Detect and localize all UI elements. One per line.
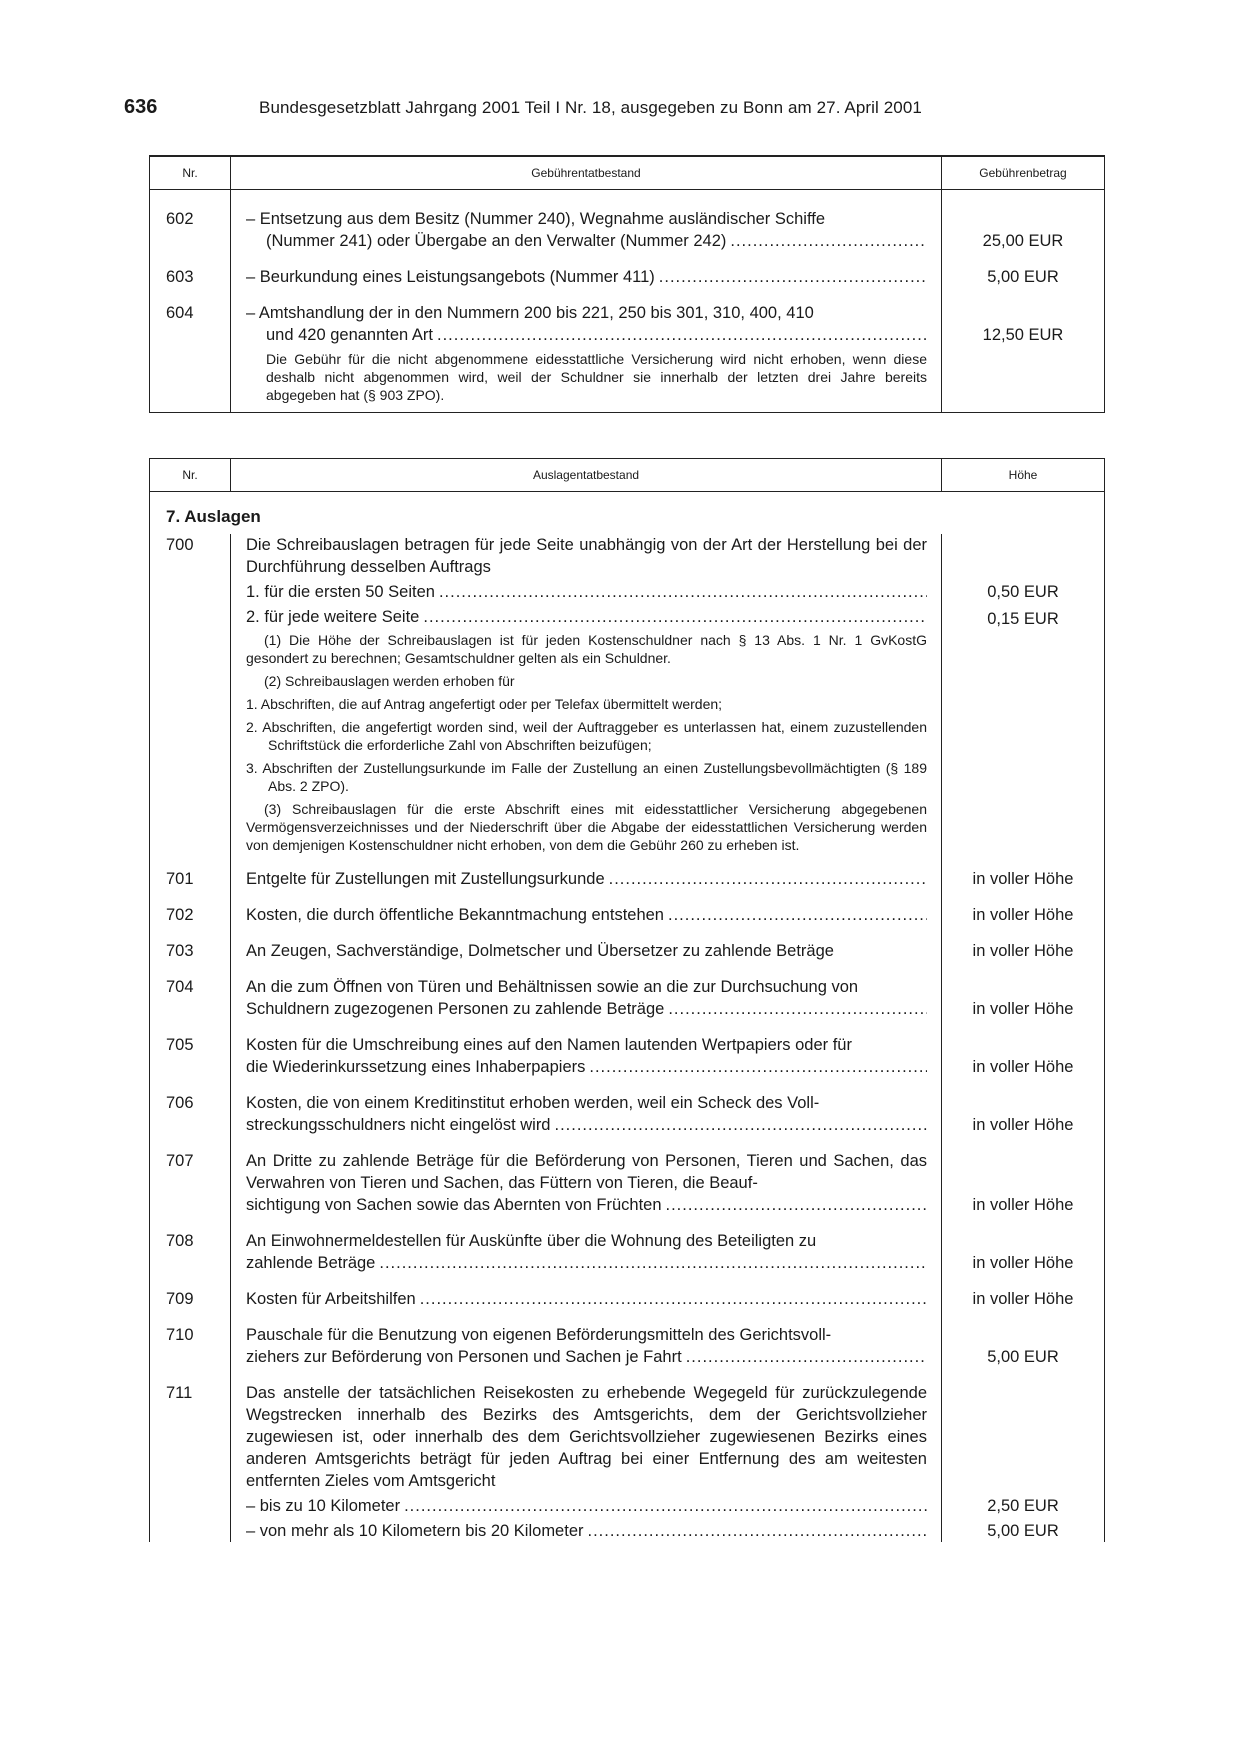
- table-row: [150, 288, 1105, 413]
- desc-text: Kosten für die Umschreibung eines auf den Namen lautenden Wertpapiers oder für: [246, 1036, 852, 1054]
- row-amount: in voller Höhe: [972, 1290, 1074, 1308]
- desc-text: Pauschale für die Benutzung von eigenen Beförderungsmitteln des Gerichtsvoll-: [246, 1326, 832, 1344]
- table-row: [150, 890, 1105, 926]
- dotted-line: [246, 1520, 927, 1542]
- table-row: [150, 1020, 1105, 1078]
- desc-line: Entgelte für Zustellungen mit Zustellungsurkunde: [246, 870, 605, 888]
- section-row: [150, 492, 1105, 535]
- desc-line: Schuldnern zugezogenen Personen zu zahlende Beträge: [246, 1000, 665, 1018]
- row-nr: 708: [150, 1216, 231, 1274]
- table-row: [150, 1136, 1105, 1216]
- table-row: [150, 854, 1105, 890]
- dotted-line: [246, 1056, 927, 1078]
- row-desc: [231, 1274, 942, 1310]
- footnote: Die Gebühr für die nicht abgenommene eidesstattliche Versicherung wird nicht erhoben, wenn diese deshalb nicht abgenommen wird, weil der Schuldner sie innerhalb der letzten drei Jahre bereits abgegeben hat (§ 903 ZPO).: [266, 351, 927, 403]
- desc-line: – Entsetzung aus dem Besitz (Nummer 240), Wegnahme ausländischer Schiffe: [246, 210, 826, 228]
- row-desc: [231, 1368, 942, 1542]
- desc-line: An Zeugen, Sachverständige, Dolmetscher und Übersetzer zu zahlende Beträge: [246, 942, 834, 960]
- desc-line: Kosten, die durch öffentliche Bekanntmachung entstehen: [246, 906, 664, 924]
- desc-line: zahlende Beträge: [246, 1254, 376, 1272]
- dotted-line: [246, 581, 927, 603]
- dotted-line: [246, 266, 927, 288]
- desc-text: Die Schreibauslagen betragen für jede Seite unabhängig von der Art der Herstellung bei der Durchführung desselben Auftrags: [246, 536, 927, 576]
- row-desc: [231, 854, 942, 890]
- table-row: [150, 190, 1105, 253]
- table-row: [150, 1078, 1105, 1136]
- col-header-desc: Auslagentatbestand: [231, 459, 942, 492]
- table-row: [150, 926, 1105, 962]
- dotted-line: [246, 230, 927, 252]
- table-row: [150, 1310, 1105, 1368]
- dotted-line: [246, 1288, 927, 1310]
- dotted-line: [246, 606, 927, 628]
- section-title: 7. Auslagen: [166, 507, 261, 526]
- desc-line: – bis zu 10 Kilometer: [246, 1497, 401, 1515]
- page-header: [124, 96, 1134, 126]
- row-amount: [942, 1368, 1105, 1542]
- row-amount: 5,00 EUR: [987, 1348, 1059, 1366]
- dotted-line: [246, 1252, 927, 1274]
- col-header-desc: Gebührentatbestand: [231, 156, 942, 190]
- row-desc: [231, 1078, 942, 1136]
- dotted-line: [246, 1495, 927, 1517]
- row-desc: [231, 962, 942, 1020]
- desc-line: Kosten für Arbeitshilfen: [246, 1290, 416, 1308]
- row-amount: in voller Höhe: [972, 1116, 1074, 1134]
- row-nr: 711: [150, 1368, 231, 1542]
- footnote: 1. Abschriften, die auf Antrag angefertigt oder per Telefax übermittelt werden;: [246, 696, 723, 712]
- desc-line: streckungsschuldners nicht eingelöst wird: [246, 1116, 551, 1134]
- col-header-nr: Nr.: [150, 459, 231, 492]
- row-nr: 703: [150, 926, 231, 962]
- row-amount: in voller Höhe: [972, 1058, 1074, 1076]
- row-desc: [231, 890, 942, 926]
- row-nr: 709: [150, 1274, 231, 1310]
- table-row: [150, 534, 1105, 854]
- journal-line: Bundesgesetzblatt Jahrgang 2001 Teil I Nr. 18, ausgegeben zu Bonn am 27. April 2001: [259, 98, 922, 117]
- row-nr: 603: [150, 252, 231, 288]
- amount-2: 0,15 EUR: [987, 610, 1059, 628]
- row-nr: 702: [150, 890, 231, 926]
- row-desc: [231, 1310, 942, 1368]
- row-nr: 604: [150, 288, 231, 413]
- desc-line: und 420 genannten Art: [266, 326, 433, 344]
- desc-line: – Amtshandlung der in den Nummern 200 bis 221, 250 bis 301, 310, 400, 410: [246, 304, 814, 322]
- amount-1: 0,50 EUR: [987, 583, 1059, 601]
- table-row: [150, 962, 1105, 1020]
- dotted-line: [246, 1114, 927, 1136]
- footnote: (1) Die Höhe der Schreibauslagen ist für jeden Kostenschuldner nach § 13 Abs. 1 Nr. 1 GvKostG gesondert zu berechnen; Gesamtschuldner gelten als ein Schuldner.: [246, 632, 927, 666]
- col-header-nr: Nr.: [150, 156, 231, 190]
- col-header-amount: Höhe: [942, 459, 1105, 492]
- footnote: (3) Schreibauslagen für die erste Abschrift eines mit eidesstattlicher Versicherung abgegebenen Vermögensverzeichnisses und der Niederschrift über die Abgabe der eidesstattlichen Versicherung werden von demjenigen Kostenschuldner nicht erhoben, von dem die Gebühr 260 zu erheben ist.: [246, 801, 927, 853]
- row-nr: 707: [150, 1136, 231, 1216]
- row-amount: in voller Höhe: [972, 1196, 1074, 1214]
- row-nr: 700: [150, 534, 231, 854]
- table-row: [150, 1216, 1105, 1274]
- table-row: [150, 1274, 1105, 1310]
- table-row: [150, 1368, 1105, 1542]
- row-desc: [231, 252, 942, 288]
- row-amount: in voller Höhe: [972, 942, 1074, 960]
- row-desc: [231, 534, 942, 854]
- dotted-line: [246, 1194, 927, 1216]
- row-nr: 710: [150, 1310, 231, 1368]
- table-row: [150, 252, 1105, 288]
- amount-1: 2,50 EUR: [987, 1497, 1059, 1515]
- row-desc: [231, 190, 942, 253]
- desc-line: (Nummer 241) oder Übergabe an den Verwalter (Nummer 242): [266, 232, 727, 250]
- dotted-line: [246, 1346, 927, 1368]
- row-desc: [231, 926, 942, 962]
- desc-line: die Wiederinkurssetzung eines Inhaberpapiers: [246, 1058, 586, 1076]
- dotted-line: [246, 868, 927, 890]
- footnote: (2) Schreibauslagen werden erhoben für: [264, 673, 515, 689]
- dotted-line: [246, 998, 927, 1020]
- row-amount: in voller Höhe: [972, 1254, 1074, 1272]
- desc-text: An die zum Öffnen von Türen und Behältnissen sowie an die zur Durchsuchung von: [246, 978, 859, 996]
- desc-line: 2. für jede weitere Seite: [246, 608, 420, 626]
- row-desc: [231, 1216, 942, 1274]
- row-nr: 602: [150, 190, 231, 253]
- desc-text: Kosten, die von einem Kreditinstitut erhoben werden, weil ein Scheck des Voll-: [246, 1094, 820, 1112]
- row-desc: [231, 1136, 942, 1216]
- row-nr: 705: [150, 1020, 231, 1078]
- desc-text: Das anstelle der tatsächlichen Reisekosten zu erhebende Wegegeld für zurückzulegende Wegstrecken innerhalb des Bezirks des Amtsgerichts, dem der Gerichtsvollzieher zugewiesen ist, oder innerhalb des dem Gerichtsvollzieher zugewiesenen Bezirks eines anderen Amtsgerichts beträgt für jeden Auftrag bei einer Entfernung des am weitesten entfernten Zieles vom Amtsgericht: [246, 1384, 927, 1490]
- row-desc: [231, 288, 942, 413]
- desc-text: An Dritte zu zahlende Beträge für die Beförderung von Personen, Tieren und Sachen, das Verwahren von Tieren und Sachen, das Füttern von Tieren, die Beauf-: [246, 1152, 927, 1192]
- desc-line: 1. für die ersten 50 Seiten: [246, 583, 435, 601]
- row-amount: 12,50 EUR: [982, 326, 1064, 344]
- row-nr: 701: [150, 854, 231, 890]
- expenses-table: [149, 458, 1105, 1542]
- dotted-line: [246, 324, 927, 346]
- desc-text: An Einwohnermeldestellen für Auskünfte über die Wohnung des Beteiligten zu: [246, 1232, 817, 1250]
- col-header-amount: Gebührenbetrag: [942, 156, 1105, 190]
- row-nr: 704: [150, 962, 231, 1020]
- row-amount: in voller Höhe: [972, 906, 1074, 924]
- row-amount: 5,00 EUR: [987, 268, 1059, 286]
- desc-line: – Beurkundung eines Leistungsangebots (Nummer 411): [246, 268, 655, 286]
- row-desc: [231, 1020, 942, 1078]
- amount-2: 5,00 EUR: [987, 1522, 1059, 1540]
- footnote: 3. Abschriften der Zustellungsurkunde im Falle der Zustellung an einen Zustellungsbevollmächtigten (§ 189 Abs. 2 ZPO).: [246, 760, 927, 794]
- footnote: 2. Abschriften, die angefertigt worden sind, weil der Auftraggeber es unterlassen hat, einem zuzustellenden Schriftstück die erforderliche Zahl von Abschriften beizufügen;: [246, 719, 927, 753]
- desc-line: sichtigung von Sachen sowie das Abernten von Früchten: [246, 1196, 662, 1214]
- row-amount: in voller Höhe: [972, 1000, 1074, 1018]
- dotted-line: [246, 904, 927, 926]
- fee-table: [149, 155, 1105, 413]
- desc-line: – von mehr als 10 Kilometern bis 20 Kilometer: [246, 1522, 584, 1540]
- desc-line: ziehers zur Beförderung von Personen und Sachen je Fahrt: [246, 1348, 682, 1366]
- row-amount: in voller Höhe: [972, 870, 1074, 888]
- page-number: 636: [124, 96, 158, 118]
- row-amount: [942, 534, 1105, 854]
- row-nr: 706: [150, 1078, 231, 1136]
- row-amount: 25,00 EUR: [982, 232, 1064, 250]
